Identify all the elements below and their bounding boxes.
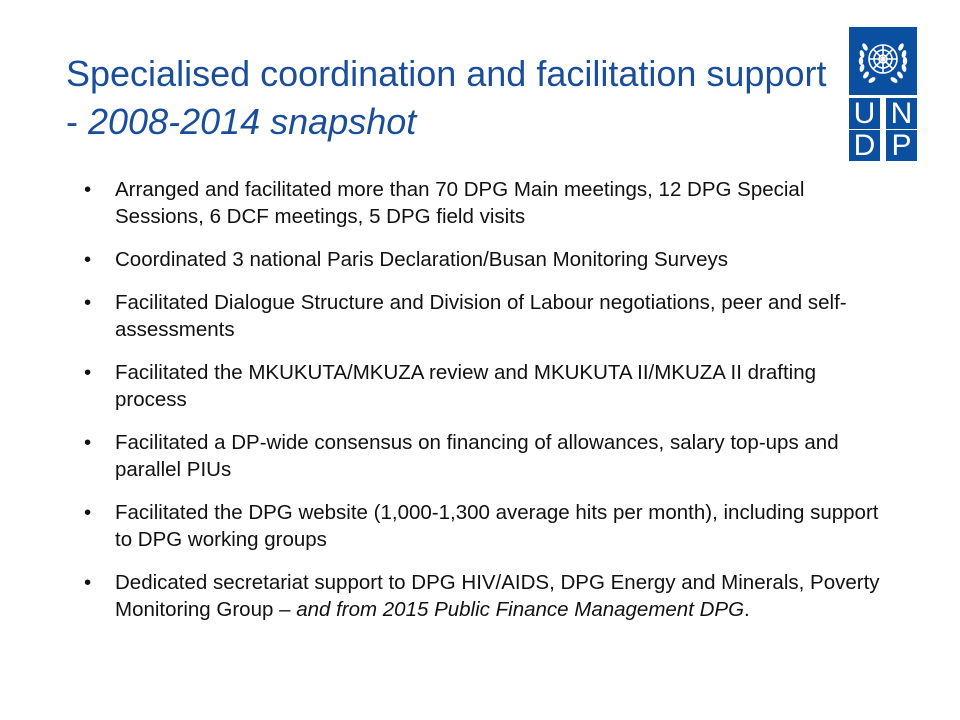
bullet-dot: • [84, 431, 92, 454]
bullet-dot: • [84, 571, 92, 594]
bullet-text: Arranged and facilitated more than 70 DPG Main meetings, 12 DPG Special Sessions, 6 DCF meetings, 5 DPG field visits [115, 178, 805, 228]
bullet-dot: • [84, 291, 92, 314]
logo-letter-p: P [886, 130, 917, 161]
bullet-text: Coordinated 3 national Paris Declaration/Busan Monitoring Surveys [115, 248, 729, 271]
bullet-text: Facilitated the DPG website (1,000-1,300 average hits per month), including support to DPG working groups [115, 501, 879, 551]
undp-logo [849, 27, 917, 161]
bullet-text: Dedicated secretariat support to DPG HIV/AIDS, DPG Energy and Minerals, Poverty Monitoring Group – [115, 571, 880, 621]
bullet-item [84, 569, 884, 623]
bullet-text: Facilitated Dialogue Structure and Division of Labour negotiations, peer and self-assessments [115, 291, 847, 341]
bullet-text: Facilitated the MKUKUTA/MKUZA review and MKUKUTA II/MKUZA II drafting process [115, 361, 817, 411]
bullet-text-tail: . [744, 598, 750, 621]
logo-letter-n: N [886, 98, 917, 129]
bullet-list [84, 176, 884, 639]
bullet-text-italic: and from 2015 Public Finance Management DPG [296, 598, 745, 621]
bullet-dot: • [84, 361, 92, 384]
bullet-item [84, 359, 884, 413]
title-italic: 2008-2014 snapshot [88, 101, 417, 142]
slide-title [66, 50, 836, 146]
bullet-item [84, 246, 884, 273]
title-plain: Specialised coordination and facilitation support - [66, 53, 827, 142]
bullet-text: Facilitated a DP-wide consensus on financing of allowances, salary top-ups and parallel PIUs [115, 431, 839, 481]
bullet-item [84, 429, 884, 483]
bullet-dot: • [84, 178, 92, 201]
bullet-dot: • [84, 501, 92, 524]
bullet-item [84, 176, 884, 230]
bullet-dot: • [84, 248, 92, 271]
bullet-item [84, 499, 884, 553]
logo-letter-d: D [849, 130, 880, 161]
logo-letter-u: U [849, 98, 880, 129]
bullet-item [84, 289, 884, 343]
un-emblem-icon [849, 27, 917, 95]
